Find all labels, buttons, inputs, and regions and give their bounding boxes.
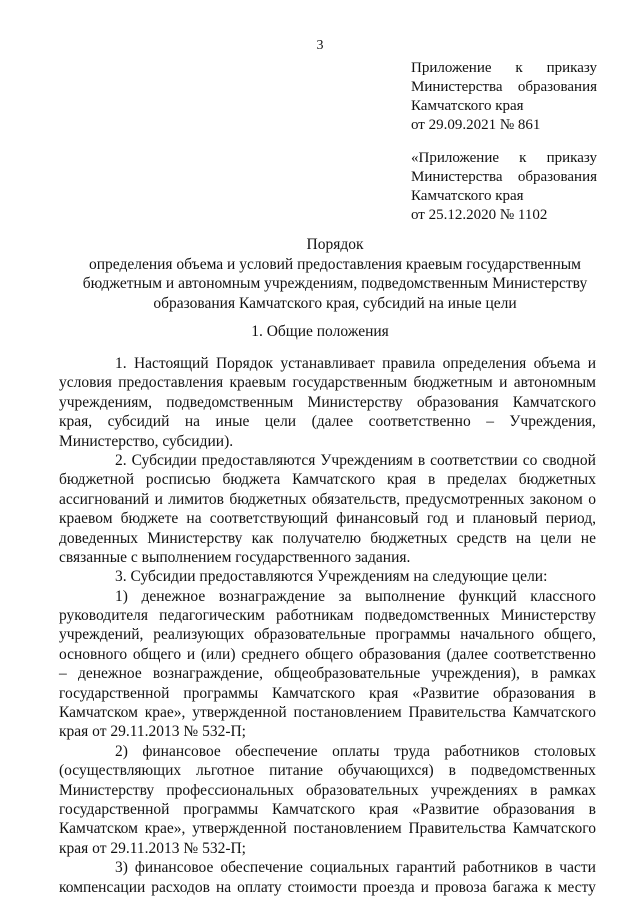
appendix-line (411, 97, 597, 116)
body-word: обязательств, (311, 490, 401, 508)
appendix-word: Министерства (411, 79, 503, 95)
body-word: учреждения), (431, 665, 520, 683)
body-line (59, 509, 596, 528)
body-word: Учреждения, (509, 413, 596, 431)
body-word: (далее (311, 413, 354, 431)
body-word: месту (557, 878, 596, 896)
body-line (59, 645, 596, 664)
body-word: соответствии (430, 451, 518, 469)
body-word: Камчатского (292, 471, 376, 489)
body-word: как (251, 529, 274, 547)
body-word: подведомственных (470, 762, 596, 780)
body-word: программы (183, 800, 259, 818)
body-word: Камчатского (272, 684, 356, 702)
body-line (59, 703, 596, 722)
body-word: на (215, 878, 232, 896)
body-word: (далее (446, 645, 489, 663)
body-word: провоза (434, 878, 487, 896)
body-line (59, 373, 596, 392)
body-word: бюджете (120, 510, 179, 528)
body-word: стоимости (287, 878, 358, 896)
body-word: Камчатского (512, 704, 596, 722)
body-word: о (588, 490, 596, 508)
body-word: предоставляются (201, 451, 316, 469)
body-word: профессиональных (166, 781, 294, 799)
body-word: основного (59, 645, 128, 663)
body-word: общеобразовательные (274, 665, 421, 683)
title-line: бюджетным и автономным учреждениям, подведомственным Министерству (82, 275, 588, 292)
body-line (59, 470, 596, 489)
body-word: устанавливает (280, 355, 375, 372)
body-line: 3. Субсидии предоставляются Учреждениям на следующие цели: (115, 568, 548, 586)
body-word: питание (269, 762, 324, 780)
body-word: утвержденной (192, 704, 287, 722)
appendix-word: к (519, 150, 527, 166)
body-word: гарантий (396, 859, 456, 877)
body-word: Министерству (147, 529, 243, 547)
body-word: и (154, 490, 163, 508)
body-line (59, 684, 596, 703)
body-word: льготное (196, 762, 255, 780)
body-word: (осуществляющих (59, 762, 182, 780)
appendix-word: от 25.12.2020 № 1102 (411, 207, 548, 223)
body-word: финансовый (336, 510, 419, 528)
body-word: соответственно (368, 413, 471, 431)
body-word: педагогическим (159, 607, 265, 625)
body-word: учреждениям, (59, 393, 153, 411)
body-line (59, 625, 596, 644)
body-word: края, (59, 413, 93, 431)
body-word: среднего (241, 645, 300, 663)
body-word: Правительства (408, 704, 507, 722)
body-word: в (588, 800, 596, 818)
appendix-line (411, 187, 597, 206)
body-word: законом (529, 490, 583, 508)
body-word: бюджетной (59, 471, 135, 489)
body-word: сводной (542, 451, 596, 469)
body-line (59, 412, 596, 431)
body-word: расходов (151, 878, 210, 896)
body-word: обучающихся) (337, 762, 434, 780)
body-word: 1) (115, 587, 128, 605)
appendix-word: образования (517, 79, 597, 95)
body-word: в (448, 762, 456, 780)
body-word: в (428, 471, 436, 489)
body-word: образования (492, 684, 575, 702)
body-line: связанные с выполнением государственного задания. (59, 548, 411, 566)
body-word: классного (530, 587, 596, 605)
body-word: Камчатского (272, 800, 356, 818)
body-word: предусмотренных (405, 490, 525, 508)
body-word: росписью (145, 471, 211, 489)
body-word: лимитов (168, 490, 224, 508)
body-word: Камчатском (59, 820, 138, 838)
body-word: на (516, 529, 532, 547)
body-word: определения (442, 355, 527, 372)
body-word: на (186, 510, 202, 528)
body-word: краевом (59, 510, 113, 528)
body-word: постановлением (293, 704, 402, 722)
body-line (59, 606, 596, 625)
appendix-line (411, 168, 597, 187)
body-word: финансовое (134, 859, 214, 877)
body-word: в (545, 859, 553, 877)
body-word: оплату (237, 878, 282, 896)
appendix-word: Камчатского края (411, 188, 524, 204)
body-word: подведомственных (364, 607, 490, 625)
body-word: 1. (115, 355, 127, 372)
appendix-line (411, 78, 597, 97)
body-word: бюджетных (370, 529, 448, 547)
body-word: работникам (276, 607, 354, 625)
document-title (60, 235, 610, 313)
body-word: получателю (282, 529, 362, 547)
appendix-word: приказу (546, 150, 597, 166)
body-word: государственной (59, 684, 170, 702)
body-word: оплаты (332, 742, 380, 760)
title-line: образования Камчатского края, субсидий на иные цели (153, 294, 517, 312)
body-word: общего (305, 645, 354, 663)
appendix-line (411, 116, 597, 135)
body-line: Министерство, субсидии). (59, 432, 234, 450)
appendix-line (411, 59, 597, 78)
body-line (59, 878, 596, 897)
body-word: краевым (229, 374, 287, 392)
body-word: столовых (534, 742, 596, 760)
appendix-word: Министерства (411, 169, 503, 185)
body-word: 2) (115, 742, 128, 760)
body-word: объема (533, 355, 581, 372)
body-word: реализующих (153, 626, 245, 644)
body-word: Настоящий (133, 355, 209, 372)
body-word: Камчатского (512, 393, 596, 411)
appendix-word: приказу (546, 60, 597, 76)
body-word: образования (416, 393, 499, 411)
body-word: работников (462, 859, 539, 877)
body-word: государственной (59, 800, 170, 818)
body-word: социальных (309, 859, 390, 877)
body-word: пределах (447, 471, 507, 489)
title-heading: Порядок (306, 236, 364, 253)
body-line: края от 29.11.2013 № 532-П; (59, 839, 246, 857)
body-word: финансовое (142, 742, 221, 760)
body-word: предоставления (118, 374, 224, 392)
body-word: Порядок (215, 355, 273, 372)
body-word: края (369, 684, 399, 702)
body-word: в (588, 684, 596, 702)
body-word: края (369, 800, 399, 818)
body-word: края (386, 471, 417, 489)
appendix-word: к (515, 60, 523, 76)
body-word: выполнение (365, 587, 446, 605)
appendix-line (411, 149, 597, 168)
body-word: и (499, 374, 508, 392)
body-word: утвержденной (192, 820, 287, 838)
body-word: денежное (141, 587, 206, 605)
body-word: вознаграждение, (152, 665, 263, 683)
body-word: денежное (77, 665, 142, 683)
body-word: Камчатского (512, 820, 596, 838)
body-word: автономным (513, 374, 596, 392)
body-word: крае», (144, 820, 186, 838)
body-word: условия (59, 374, 112, 392)
page-number: 3 (316, 38, 324, 53)
body-word: бюджетных (518, 471, 596, 489)
body-word: в (530, 781, 538, 799)
body-word: постановлением (293, 820, 402, 838)
body-line (59, 354, 596, 373)
body-word: рамках (549, 665, 596, 683)
body-word: 2. (115, 451, 127, 469)
body-word: учреждениях (430, 781, 518, 799)
body-line (59, 587, 596, 606)
body-word: Субсидии (131, 451, 197, 469)
body-word: и (587, 355, 596, 372)
appendix-original-order (411, 149, 597, 225)
body-word: средств (456, 529, 507, 547)
body-word: Правительства (408, 820, 507, 838)
body-line (59, 490, 596, 509)
body-word: в (531, 665, 539, 683)
body-word: (или) (200, 645, 236, 663)
body-word: цели (540, 529, 572, 547)
body-line (59, 451, 596, 470)
appendix-word: образования (517, 169, 597, 185)
body-word: на (184, 413, 201, 431)
body-word: и (420, 878, 429, 896)
body-word: – (59, 665, 67, 683)
body-word: год (426, 510, 448, 528)
appendix-line (411, 206, 597, 225)
body-word: плановый (472, 510, 538, 528)
body-word: бюджетных (229, 490, 307, 508)
body-word: программы (375, 626, 451, 644)
body-word: части (559, 859, 596, 877)
body-word: общего, (543, 626, 596, 644)
body-word: не (580, 529, 596, 547)
body-word: проезда (362, 878, 415, 896)
appendix-word: Камчатского края (411, 98, 524, 114)
body-word: соответствующий (209, 510, 329, 528)
body-word: обеспечение (220, 859, 303, 877)
body-line (59, 800, 596, 819)
body-word: период, (545, 510, 596, 528)
body-word: функций (458, 587, 517, 605)
body-word: Министерству (59, 781, 155, 799)
body-word: в (417, 451, 426, 469)
section-heading: 1. Общие положения (251, 323, 389, 340)
body-word: бюджета (222, 471, 281, 489)
body-word: 3) (115, 859, 128, 877)
title-line: определения объема и условий предоставления краевым государственным (88, 255, 581, 273)
appendix-word: «Приложение (411, 150, 500, 166)
body-word: Министерству (307, 393, 403, 411)
body-word: компенсации (59, 878, 146, 896)
body-word: «Развитие (412, 800, 480, 818)
appendix-word: от 29.09.2021 № 861 (411, 117, 541, 133)
body-word: начального (460, 626, 535, 644)
body-word: за (338, 587, 352, 605)
body-line (59, 742, 596, 761)
body-word: образования (358, 645, 441, 663)
body-line: края от 29.11.2013 № 532-П; (59, 723, 246, 741)
body-line (59, 781, 596, 800)
body-word: Камчатском (59, 704, 138, 722)
body-word: ассигнований (59, 490, 150, 508)
body-word: труда (393, 742, 430, 760)
body-word: правила (382, 355, 436, 372)
body-word: и (186, 645, 196, 663)
body-word: Министерству (500, 607, 596, 625)
body-line (59, 393, 596, 412)
body-word: к (544, 878, 552, 896)
body-word: работников (444, 742, 520, 760)
body-word: бюджетным (413, 374, 493, 392)
body-word: субсидий (107, 413, 170, 431)
body-line (59, 858, 596, 877)
body-word: образования (492, 800, 575, 818)
body-word: подведомственным (166, 393, 294, 411)
body-word: со (522, 451, 538, 469)
body-word: и (456, 510, 465, 528)
body-word: – (486, 413, 494, 431)
body-text (59, 354, 596, 897)
body-line (59, 529, 596, 548)
body-line (59, 819, 596, 838)
body-word: цели (264, 413, 297, 431)
body-word: вознаграждение (218, 587, 325, 605)
body-word: рамках (549, 781, 596, 799)
body-line (59, 664, 596, 683)
body-word: крае», (144, 704, 186, 722)
body-word: руководителя (59, 607, 149, 625)
appendix-word: Приложение (411, 60, 492, 76)
body-word: учреждений, (59, 626, 144, 644)
body-word: общего (132, 645, 182, 663)
body-word: обеспечение (235, 742, 318, 760)
body-word: «Развитие (412, 684, 480, 702)
body-word: багажа (492, 878, 539, 896)
body-word: образовательных (306, 781, 419, 799)
body-word: государственным (292, 374, 408, 392)
body-word: Учреждениям (320, 451, 413, 469)
body-line (59, 761, 596, 780)
body-word: иные (215, 413, 250, 431)
body-word: соответственно (493, 645, 596, 663)
appendix-current-order (411, 59, 597, 135)
body-word: доведенных (59, 529, 139, 547)
body-word: программы (183, 684, 259, 702)
body-word: образовательные (254, 626, 366, 644)
